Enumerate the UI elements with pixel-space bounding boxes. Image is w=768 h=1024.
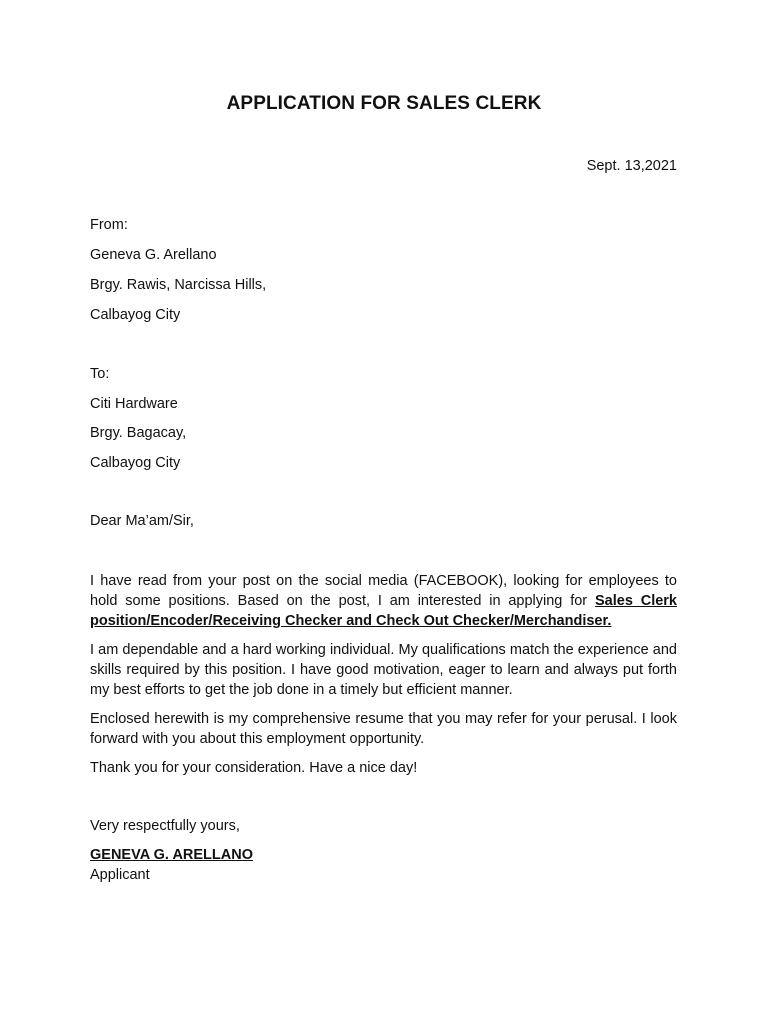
body-paragraph-2: I am dependable and a hard working individual. My qualifications match the experience and skills required by this position. I have good motivation, eager to learn and always put forth my best efforts to get the job done in a timely but efficient manner. xyxy=(90,642,677,698)
salutation: Dear Ma’am/Sir, xyxy=(90,513,194,529)
body-paragraph-3: Enclosed herewith is my comprehensive resume that you may refer for your perusal. I look forward with you about this employment opportunity. xyxy=(90,711,677,747)
recipient-address-line-1: Brgy. Bagacay, xyxy=(90,425,187,441)
letter-date: Sept. 13,2021 xyxy=(586,158,677,174)
from-label: From: xyxy=(90,217,128,233)
signature-name: GENEVA G. ARELLANO xyxy=(90,847,253,863)
to-label: To: xyxy=(90,366,110,382)
sender-address-line-1: Brgy. Rawis, Narcissa Hills, xyxy=(90,277,267,293)
signature-title: Applicant xyxy=(90,867,150,883)
applied-positions: Sales Clerk position/Encoder/Receiving Checker and Check Out Checker/Merchandiser. xyxy=(90,593,677,629)
body-paragraph-4: Thank you for your consideration. Have a nice day! xyxy=(90,760,418,776)
complimentary-close: Very respectfully yours, xyxy=(90,818,240,834)
sender-name: Geneva G. Arellano xyxy=(90,247,217,263)
sender-address-line-2: Calbayog City xyxy=(90,307,181,323)
recipient-address-line-2: Calbayog City xyxy=(90,455,181,471)
letter-title: APPLICATION FOR SALES CLERK xyxy=(226,93,542,114)
body-paragraph-1 xyxy=(90,571,677,631)
paragraph-1-text: I have read from your post on the social media (FACEBOOK), looking for employees to hold some positions. Based on the post, I am interested in applying for xyxy=(90,573,677,609)
recipient-name: Citi Hardware xyxy=(90,396,178,412)
